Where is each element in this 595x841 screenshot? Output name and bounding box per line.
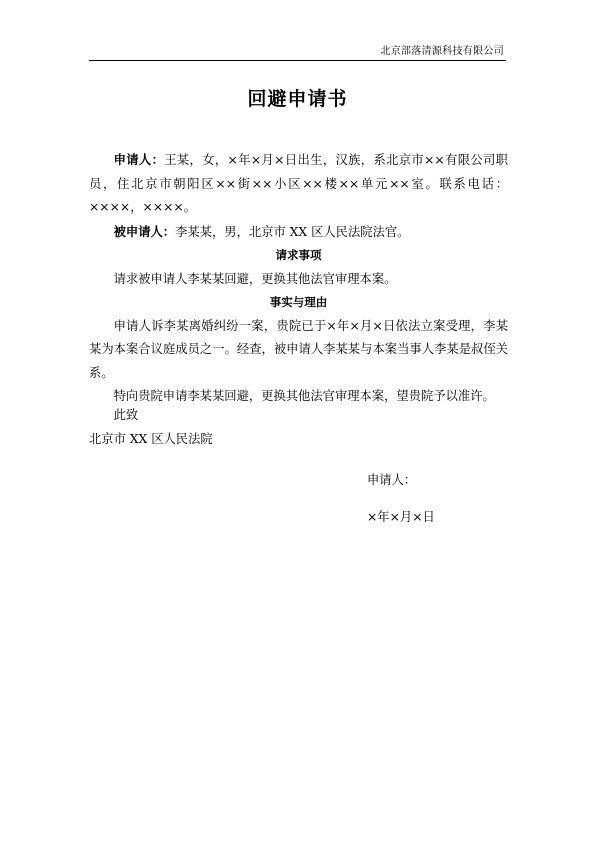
signature-date: ×年×月×日 [367,510,435,524]
respondent-paragraph [89,220,508,245]
closing-salutation: 此致 [113,408,139,422]
closing-recipient: 北京市 XX 区人民法院 [89,431,213,446]
facts-heading: 事实与理由 [269,295,328,309]
closing-block [89,404,213,451]
applicant-text: 王某，女，×年×月×日出生，汉族，系北京市××有限公司职员，住北京市朝阳区××街××小区××楼××单元××室。联系电话：××××，××××。 [89,153,508,214]
signature-block [367,470,435,525]
facts-paragraph-2: 特向贵院申请李某某回避，更换其他法官审理本案，望贵院予以准许。 [113,389,495,403]
applicant-label: 申请人： [113,152,165,167]
document-body [89,148,508,409]
respondent-label: 被申请人： [113,223,176,239]
applicant-paragraph [89,148,508,220]
request-paragraph: 请求被申请人李某某回避，更换其他法官审理本案。 [113,271,397,286]
header-company-name: 北京部落清源科技有限公司 [380,46,504,57]
facts-paragraph-1: 申请人诉李某离婚纠纷一案，贵院已于×年×月×日依法立案受理，李某某为本案合议庭成员之一。经查，被申请人李某某与本案当事人李某是叔侄关系。 [89,318,508,380]
signature-label: 申请人： [367,473,417,487]
header-divider [89,60,506,61]
request-heading: 请求事项 [275,248,322,262]
document-title: 回避申请书 [247,88,348,110]
respondent-text: 李某某，男，北京市 XX 区人民法院法官。 [175,224,410,239]
